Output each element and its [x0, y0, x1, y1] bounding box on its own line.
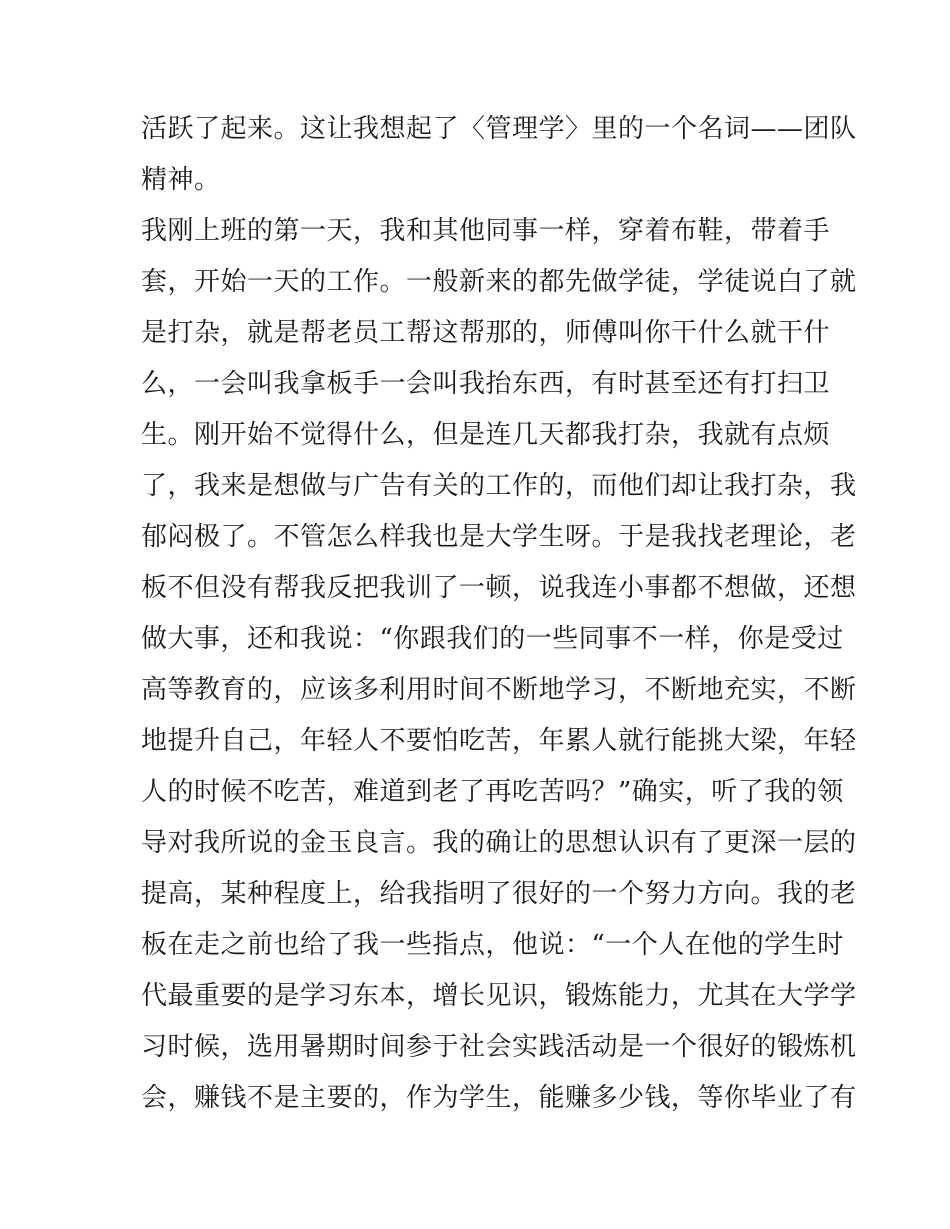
text-line: 导对我所说的金玉良言。我的确让的思想认识有了更深一层的 — [141, 828, 857, 858]
text-line: 高等教育的，应该多利用时间不断地学习，不断地充实，不断 — [141, 675, 857, 705]
text-line: 板不但没有帮我反把我训了一顿，说我连小事都不想做，还想 — [141, 573, 857, 603]
text-line: 活跃了起来。这让我想起了〈管理学〉里的一个名词——团队 — [141, 114, 857, 144]
text-line: 精神。 — [141, 165, 221, 195]
text-line: 板在走之前也给了我一些指点，他说：“一个人在他的学生时 — [141, 930, 844, 960]
text-line: 代最重要的是学习东本，增长见识，锻炼能力，尤其在大学学 — [141, 981, 857, 1011]
paragraph — [141, 206, 857, 1124]
body-text — [141, 104, 857, 1124]
text-line: 套，开始一天的工作。一般新来的都先做学徒，学徒说白了就 — [141, 267, 857, 297]
text-line: 么，一会叫我拿板手一会叫我抬东西，有时甚至还有打扫卫 — [141, 369, 831, 399]
text-line: 会，赚钱不是主要的，作为学生，能赚多少钱，等你毕业了有 — [141, 1083, 857, 1113]
text-line: 生。刚开始不觉得什么，但是连几天都我打杂，我就有点烦 — [141, 420, 831, 450]
text-line: 我刚上班的第一天，我和其他同事一样，穿着布鞋，带着手 — [141, 216, 831, 246]
text-line: 了，我来是想做与广告有关的工作的，而他们却让我打杂，我 — [141, 471, 857, 501]
paragraph — [141, 104, 857, 206]
text-line: 地提升自己，年轻人不要怕吃苦，年累人就行能挑大梁，年轻 — [141, 726, 857, 756]
text-line: 是打杂，就是帮老员工帮这帮那的，师傅叫你干什么就干什 — [141, 318, 831, 348]
text-line: 提高，某种程度上，给我指明了很好的一个努力方向。我的老 — [141, 879, 857, 909]
text-line: 郁闷极了。不管怎么样我也是大学生呀。于是我找老理论，老 — [141, 522, 857, 552]
text-line: 习时候，选用暑期时间参于社会实践活动是一个很好的锻炼机 — [141, 1032, 857, 1062]
text-line: 人的时候不吃苦，难道到老了再吃苦吗？”确实，听了我的领 — [141, 777, 844, 807]
text-line: 做大事，还和我说：“你跟我们的一些同事不一样，你是受过 — [141, 624, 844, 654]
